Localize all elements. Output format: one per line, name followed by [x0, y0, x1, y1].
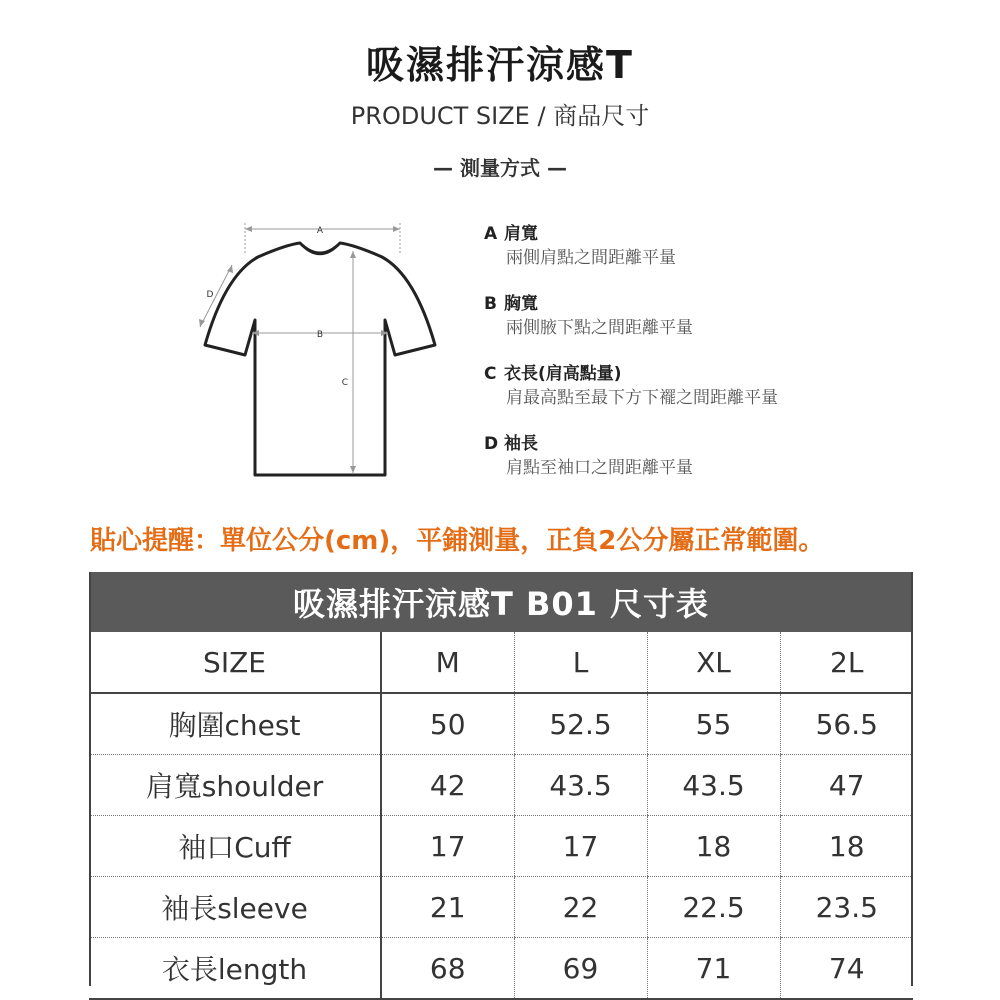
table-cell: 47: [780, 755, 913, 816]
row-label: 袖口Cuff: [89, 816, 381, 877]
column-header: L: [514, 632, 647, 693]
diagram-label-a: A: [316, 226, 324, 236]
table-cell: 50: [381, 693, 514, 755]
table-cell: 43.5: [647, 755, 780, 816]
diagram-label-d: D: [206, 290, 214, 300]
definition-c: [484, 362, 904, 432]
table-row: [89, 816, 913, 877]
definition-desc: 肩最高點至最下方下襬之間距離平量: [506, 388, 778, 408]
size-table: [89, 572, 913, 1000]
table-cell: 17: [381, 816, 514, 877]
page-subtitle: PRODUCT SIZE / 商品尺寸: [350, 102, 650, 130]
definition-desc: 兩側肩點之間距離平量: [506, 248, 676, 268]
definition-desc: 兩側腋下點之間距離平量: [506, 318, 693, 338]
table-cell: 74: [780, 938, 913, 1000]
table-cell: 22: [514, 877, 647, 938]
definition-b: [484, 292, 904, 362]
definition-letter: D: [484, 434, 499, 454]
definition-a: [484, 222, 904, 292]
table-cell: 43.5: [514, 755, 647, 816]
row-label: 肩寬shoulder: [89, 755, 381, 816]
table-row: [89, 877, 913, 938]
table-row: [89, 938, 913, 1000]
table-cell: 52.5: [514, 693, 647, 755]
definition-name: 肩寬: [504, 224, 538, 244]
diagram-label-c: C: [341, 378, 348, 388]
definition-letter: B: [484, 294, 497, 314]
column-header: SIZE: [89, 632, 381, 693]
table-cell: 56.5: [780, 693, 913, 755]
measurement-definitions: [484, 222, 904, 502]
table-cell: 69: [514, 938, 647, 1000]
definition-name: 袖長: [504, 434, 538, 454]
definition-letter: A: [484, 224, 498, 244]
table-cell: 42: [381, 755, 514, 816]
page-title: 吸濕排汗涼感T: [366, 43, 634, 87]
table-row: [89, 693, 913, 755]
notice-text: 貼心提醒：單位公分(cm)，平鋪測量，正負2公分屬正常範圍。: [90, 526, 825, 556]
definition-d: [484, 432, 904, 502]
table-header-row: [89, 632, 913, 693]
table-cell: 18: [647, 816, 780, 877]
definition-name: 胸寬: [504, 294, 538, 314]
row-label: 袖長sleeve: [89, 877, 381, 938]
column-header: M: [381, 632, 514, 693]
table-cell: 17: [514, 816, 647, 877]
column-header: XL: [647, 632, 780, 693]
table-cell: 22.5: [647, 877, 780, 938]
definition-desc: 肩點至袖口之間距離平量: [506, 458, 693, 478]
row-label: 衣長length: [89, 938, 381, 1000]
definition-name: 衣長(肩高點量): [504, 364, 622, 384]
table-cell: 23.5: [780, 877, 913, 938]
tshirt-outline: [205, 243, 435, 475]
tshirt-diagram: [190, 215, 450, 495]
table-row: [89, 755, 913, 816]
table-cell: 68: [381, 938, 514, 1000]
row-label: 胸圍chest: [89, 693, 381, 755]
column-header: 2L: [780, 632, 913, 693]
table-cell: 18: [780, 816, 913, 877]
table-cell: 71: [647, 938, 780, 1000]
table-cell: 55: [647, 693, 780, 755]
table-cell: 21: [381, 877, 514, 938]
definition-letter: C: [484, 364, 497, 384]
diagram-label-b: B: [316, 330, 324, 340]
measurement-method-heading: — 測量方式 —: [433, 156, 567, 180]
size-table-title: 吸濕排汗涼感T B01 尺寸表: [89, 572, 913, 632]
